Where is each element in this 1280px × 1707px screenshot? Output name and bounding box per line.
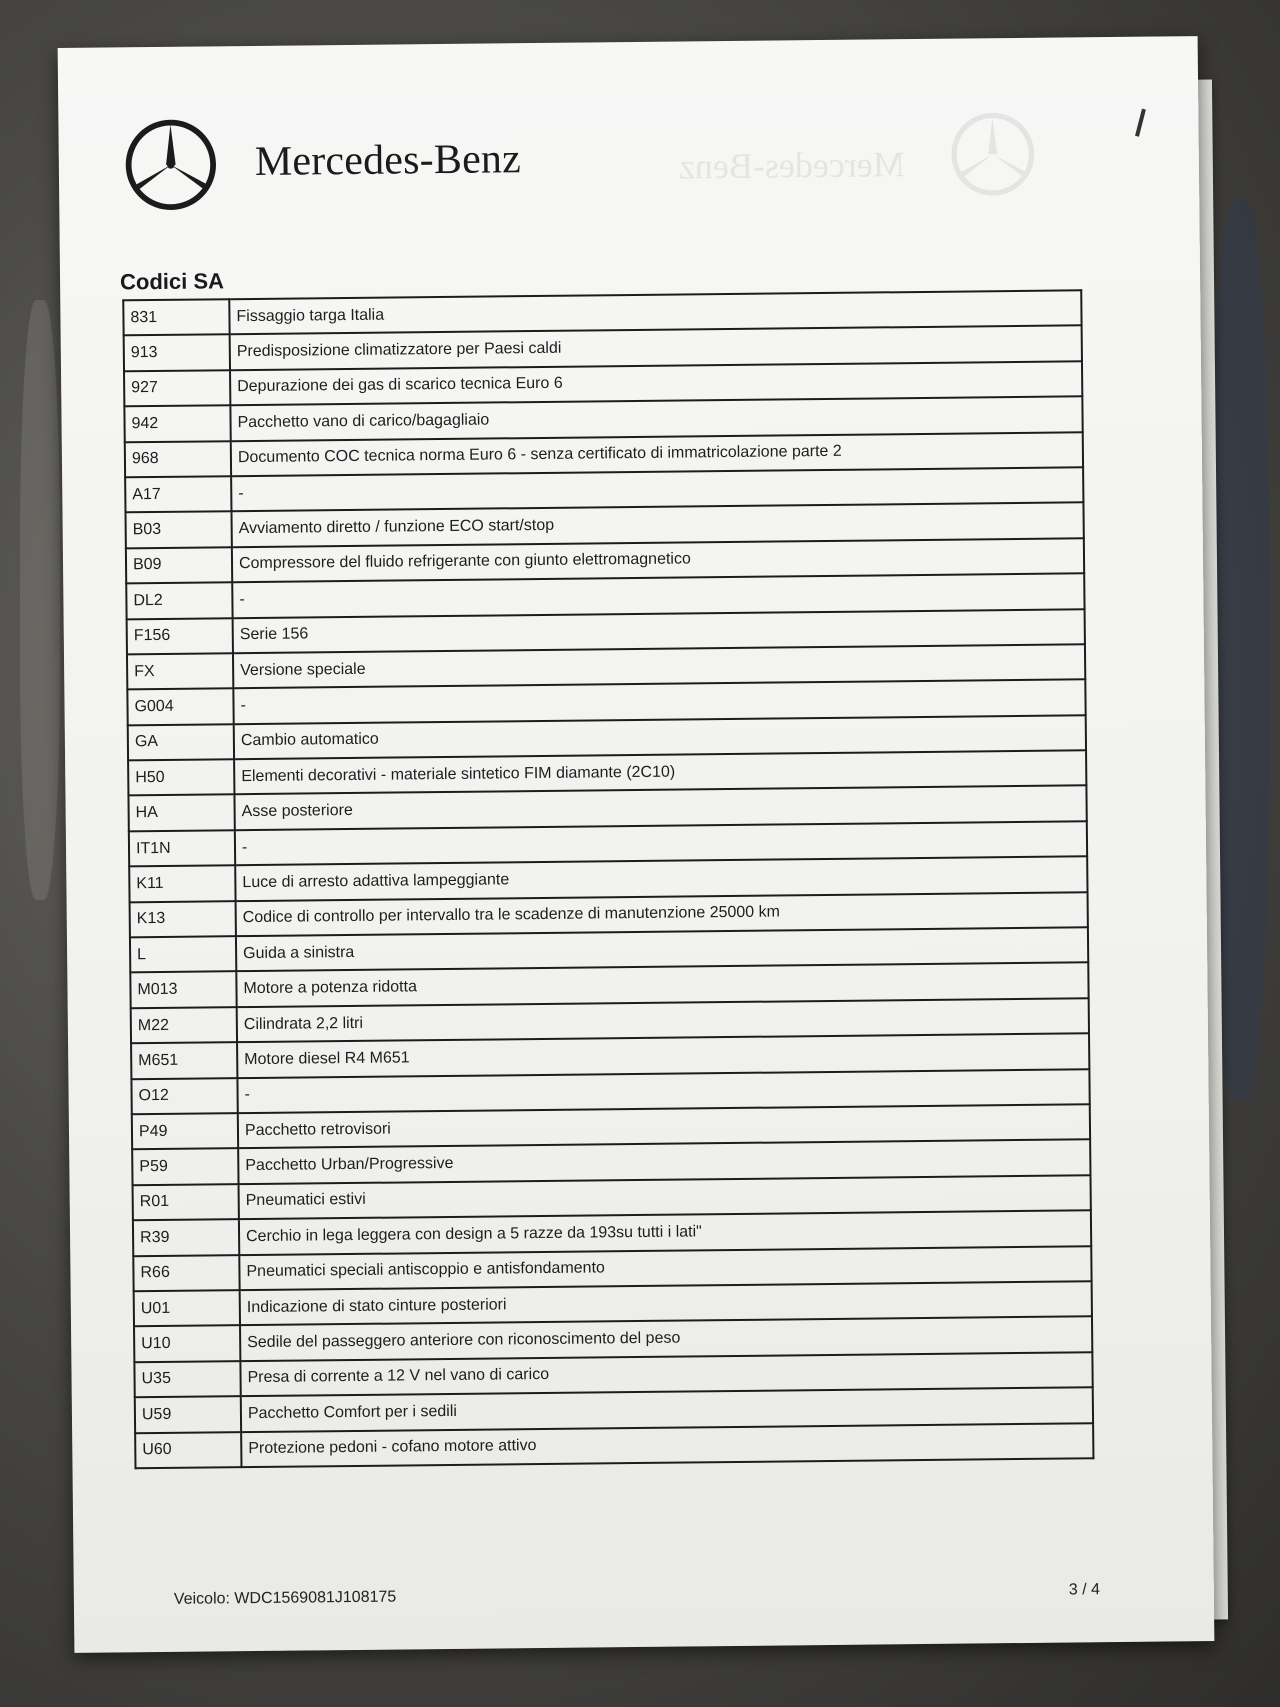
sa-description-cell: Presa di corrente a 12 V nel vano di carico: [240, 1352, 1092, 1396]
sa-description-cell: Pacchetto Comfort per i sedili: [241, 1387, 1093, 1431]
sa-description-cell: -: [231, 467, 1083, 511]
sa-code-cell: M013: [130, 972, 236, 1008]
sa-description-cell: -: [237, 1069, 1089, 1113]
sa-description-cell: Asse posteriore: [234, 786, 1086, 830]
sa-description-cell: Predisposizione climatizzatore per Paesi caldi: [230, 326, 1082, 370]
sa-description-cell: -: [232, 573, 1084, 617]
sa-description-cell: Motore a potenza ridotta: [236, 963, 1088, 1007]
sa-description-cell: Codice di controllo per intervallo tra le scadenze di manutenzione 25000 km: [236, 892, 1088, 936]
sa-code-cell: B09: [126, 547, 232, 583]
page-number: 3 / 4: [1068, 1581, 1101, 1599]
sa-code-cell: F156: [127, 618, 233, 654]
sa-code-cell: U60: [135, 1432, 241, 1468]
sa-description-cell: Cerchio in lega leggera con design a 5 razze da 193su tutti i lati": [239, 1210, 1091, 1254]
sa-code-cell: K11: [129, 865, 235, 901]
sa-description-cell: Serie 156: [233, 609, 1085, 653]
sa-code-cell: IT1N: [129, 830, 235, 866]
sa-description-cell: Guida a sinistra: [236, 927, 1088, 971]
sa-code-cell: 831: [123, 299, 229, 335]
sa-description-cell: Cambio automatico: [234, 715, 1086, 759]
sa-code-cell: K13: [130, 901, 236, 937]
sa-code-cell: 913: [124, 335, 230, 371]
sa-description-cell: Avviamento diretto / funzione ECO start/stop: [231, 503, 1083, 547]
sa-code-cell: H50: [128, 759, 234, 795]
sa-description-cell: Depurazione dei gas di scarico tecnica Euro 6: [230, 361, 1082, 405]
sa-description-cell: Sedile del passeggero anteriore con riconoscimento del peso: [240, 1317, 1092, 1361]
sa-description-cell: Fissaggio targa Italia: [229, 290, 1081, 334]
sa-description-cell: Compressore del fluido refrigerante con giunto elettromagnetico: [232, 538, 1084, 582]
sa-code-cell: 968: [125, 441, 231, 477]
sa-code-cell: G004: [127, 689, 233, 725]
sa-code-cell: P59: [132, 1149, 238, 1185]
sa-description-cell: Pneumatici estivi: [239, 1175, 1091, 1219]
sa-code-cell: P49: [132, 1113, 238, 1149]
background-texture: [20, 300, 60, 900]
vehicle-id: Veicolo: WDC1569081J108175: [173, 1588, 397, 1608]
sa-description-cell: Cilindrata 2,2 litri: [237, 998, 1089, 1042]
sa-code-cell: FX: [127, 653, 233, 689]
mercedes-star-logo-icon: [122, 116, 219, 213]
sa-code-cell: A17: [125, 476, 231, 512]
sa-description-cell: Pacchetto vano di carico/bagagliaio: [230, 396, 1082, 440]
sa-code-cell: U35: [134, 1361, 240, 1397]
sa-description-cell: Versione speciale: [233, 644, 1085, 688]
sa-code-cell: O12: [131, 1078, 237, 1114]
sa-description-cell: Pacchetto retrovisori: [238, 1104, 1090, 1148]
sa-description-cell: Indicazione di stato cinture posteriori: [240, 1281, 1092, 1325]
sa-description-cell: -: [235, 821, 1087, 865]
sa-code-cell: L: [130, 936, 236, 972]
sa-code-cell: R01: [133, 1184, 239, 1220]
document-page: [58, 36, 1215, 1653]
sa-code-cell: 942: [124, 405, 230, 441]
pen-mark: [1135, 109, 1146, 137]
sa-code-cell: GA: [128, 724, 234, 760]
sa-code-cell: R66: [133, 1255, 239, 1291]
bleed-through-wordmark: Mercedes-Benz: [678, 144, 905, 187]
sa-code-cell: M22: [131, 1007, 237, 1043]
sa-code-cell: DL2: [126, 582, 232, 618]
sa-description-cell: Luce di arresto adattiva lampeggiante: [235, 857, 1087, 901]
sa-description-cell: Pacchetto Urban/Progressive: [238, 1140, 1090, 1184]
sa-description-cell: Motore diesel R4 M651: [237, 1033, 1089, 1077]
sa-description-cell: Pneumatici speciali antiscoppio e antisfondamento: [239, 1246, 1091, 1290]
sa-description-cell: -: [233, 680, 1085, 724]
section-title: Codici SA: [119, 268, 225, 295]
sa-code-cell: U10: [134, 1326, 240, 1362]
sa-description-cell: Documento COC tecnica norma Euro 6 - senza certificato di immatricolazione parte 2: [231, 432, 1083, 476]
sa-description-cell: Elementi decorativi - materiale sintetico FIM diamante (2C10): [234, 750, 1086, 794]
sa-description-cell: Protezione pedoni - cofano motore attivo: [241, 1423, 1093, 1467]
sa-code-cell: R39: [133, 1219, 239, 1255]
sa-code-cell: U59: [135, 1396, 241, 1432]
bleed-through-logo-icon: [948, 110, 1037, 199]
sa-code-cell: U01: [134, 1290, 240, 1326]
sa-code-cell: 927: [124, 370, 230, 406]
sa-code-cell: HA: [128, 795, 234, 831]
sa-codes-table: [122, 289, 1094, 1469]
sa-code-cell: M651: [131, 1042, 237, 1078]
brand-wordmark: Mercedes-Benz: [254, 136, 522, 185]
sa-code-cell: B03: [125, 512, 231, 548]
